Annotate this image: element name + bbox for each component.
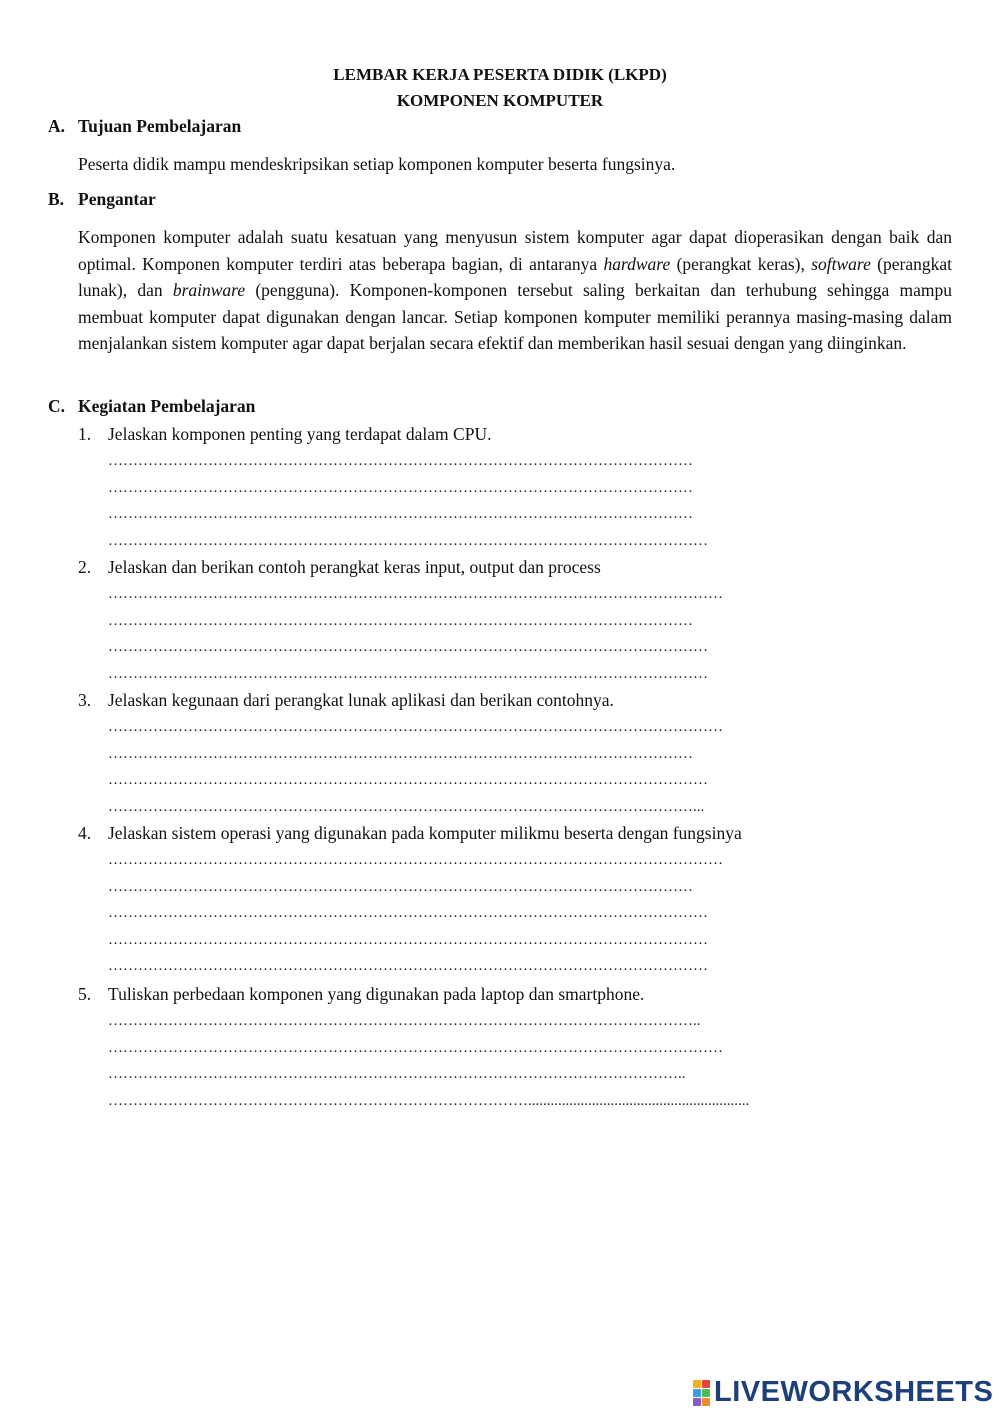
answer-area-1[interactable] <box>108 448 708 554</box>
section-b-paragraph <box>78 224 952 357</box>
answer-line[interactable]: …………………………………………………………………………………………………………… <box>108 852 723 868</box>
question-number: 4. <box>78 823 92 843</box>
answer-line[interactable]: ………………………………………………………………………………………………………… <box>108 905 708 922</box>
answer-line[interactable]: ……………………………………………………………………………………………………… <box>108 612 693 629</box>
answer-line[interactable]: …………………………………………………………………………........................................................... <box>108 1092 750 1109</box>
intro-text-2: (perangkat keras), <box>670 253 812 274</box>
section-a-title: Tujuan Pembelajaran <box>78 116 242 136</box>
answer-area-4[interactable] <box>108 847 723 980</box>
answer-line[interactable]: ………………………………………………………………………………………………………… <box>108 639 708 656</box>
question-number: 3. <box>78 690 92 710</box>
liveworksheets-logo <box>693 1376 993 1409</box>
answer-line[interactable]: ………………………………………………………………………………………………………… <box>108 532 708 549</box>
question-number: 1. <box>78 424 92 444</box>
answer-area-5[interactable] <box>108 1008 749 1114</box>
question-1 <box>78 421 491 447</box>
answer-line[interactable]: ………………………………………………………………………………………………………... <box>108 798 705 815</box>
logo-text: LIVEWORKSHEETS <box>714 1376 994 1408</box>
section-c-heading <box>48 394 255 418</box>
answer-line[interactable]: ……………………………………………………………………………………………………… <box>108 453 693 469</box>
section-c-title: Kegiatan Pembelajaran <box>78 396 256 416</box>
question-number: 2. <box>78 557 92 577</box>
answer-area-3[interactable] <box>108 714 723 820</box>
logo-mark-icon <box>693 1380 710 1406</box>
document-title-block <box>0 62 1000 114</box>
document-title: LEMBAR KERJA PESERTA DIDIK (LKPD) <box>333 65 667 84</box>
section-a-heading <box>48 114 241 138</box>
answer-line[interactable]: ……………………………………………………………………………………………………….. <box>108 1013 701 1029</box>
term-brainware: brainware <box>172 280 246 300</box>
answer-line[interactable]: ……………………………………………………………………………………………………… <box>108 745 693 762</box>
answer-area-2[interactable] <box>108 581 723 687</box>
question-text: Jelaskan komponen penting yang terdapat dalam CPU. <box>108 424 492 444</box>
term-software: software <box>811 253 871 274</box>
intro-text-4: (pengguna). Komponen-komponen tersebut saling berkaitan dan terhubung sehingga mampu membuat komputer dapat digunakan dengan lancar. Setiap komponen komputer memiliki perannya masing-masing dalam menjalankan sistem komputer agar dapat berjalan secara efektif dan memberikan hasil sesuai dengan yang diinginkan. <box>78 280 952 353</box>
intro-text-3: (perangkat lunak), dan <box>78 253 952 300</box>
section-b-letter: B. <box>48 189 65 209</box>
question-2 <box>78 554 601 580</box>
answer-line[interactable]: …………………………………………………………………………………………………………… <box>108 719 723 735</box>
answer-line[interactable]: ………………………………………………………………………………………………………… <box>108 665 708 682</box>
intro-text-1: Komponen komputer adalah suatu kesatuan yang menyusun sistem komputer agar dapat dioperasikan dengan baik dan optimal. Komponen komputer terdiri atas beberapa bagian, di antaranya <box>78 227 952 274</box>
answer-line[interactable]: ……………………………………………………………………………………………………… <box>108 878 693 895</box>
section-a-letter: A. <box>48 116 66 136</box>
answer-line[interactable]: …………………………………………………………………………………………………………… <box>108 1039 723 1056</box>
question-4 <box>78 820 742 846</box>
term-hardware: hardware <box>603 253 671 274</box>
answer-line[interactable]: …………………………………………………………………………………………………………… <box>108 586 723 602</box>
answer-line[interactable]: ……………………………………………………………………………………………………… <box>108 479 693 496</box>
question-text: Jelaskan dan berikan contoh perangkat keras input, output dan process <box>108 557 601 577</box>
section-c-letter: C. <box>48 396 66 416</box>
answer-line[interactable]: ………………………………………………………………………………………………………… <box>108 772 708 789</box>
question-number: 5. <box>78 984 92 1004</box>
answer-line[interactable]: ………………………………………………………………………………………………………… <box>108 958 708 975</box>
answer-line[interactable]: …………………………………………………………………………………………………….. <box>108 1066 686 1083</box>
section-a-text: Peserta didik mampu mendeskripsikan setiap komponen komputer beserta fungsinya. <box>78 154 676 174</box>
answer-line[interactable]: ……………………………………………………………………………………………………… <box>108 506 693 523</box>
section-b-title: Pengantar <box>78 189 156 209</box>
question-text: Jelaskan sistem operasi yang digunakan pada komputer milikmu beserta dengan fungsinya <box>108 823 742 843</box>
answer-line[interactable]: ………………………………………………………………………………………………………… <box>108 931 708 948</box>
document-subtitle: KOMPONEN KOMPUTER <box>396 91 604 110</box>
question-text: Jelaskan kegunaan dari perangkat lunak aplikasi dan berikan contohnya. <box>108 690 614 710</box>
question-3 <box>78 687 614 713</box>
section-b-heading <box>48 187 156 211</box>
question-5 <box>78 981 644 1007</box>
question-text: Tuliskan perbedaan komponen yang digunakan pada laptop dan smartphone. <box>108 984 645 1004</box>
